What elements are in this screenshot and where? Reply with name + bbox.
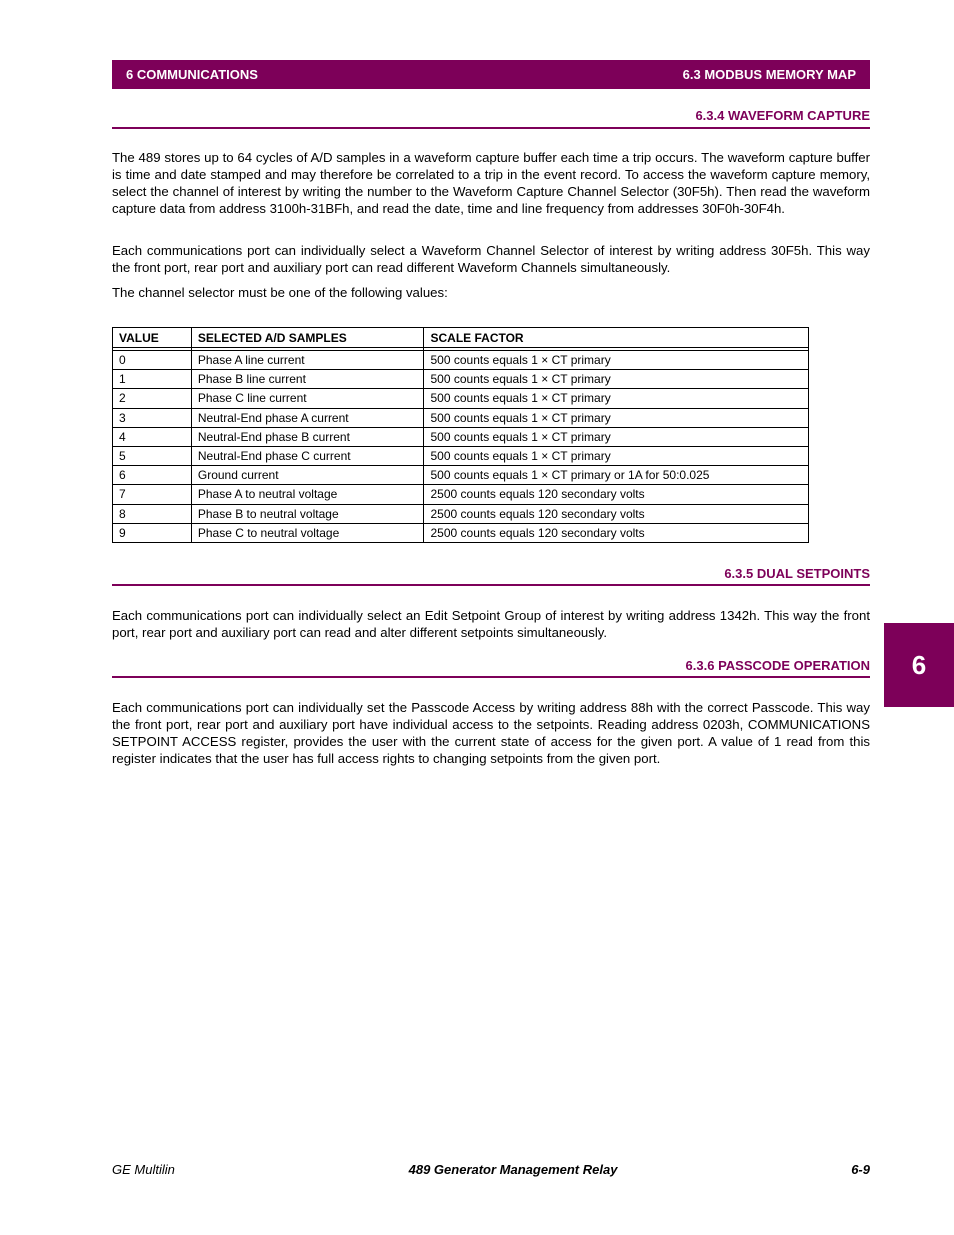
waveform-paragraph-3: The channel selector must be one of the following values: bbox=[112, 285, 448, 300]
section-rule-dual bbox=[112, 584, 870, 586]
table-cell-samples: Neutral-End phase C current bbox=[191, 446, 424, 465]
footer-company: GE Multilin bbox=[112, 1162, 175, 1177]
dual-paragraph-1: Each communications port can individually select an Edit Setpoint Group of interest by writing address 1342h. This way the front port, rear port and auxiliary port can read and alter different setpoints simultaneously. bbox=[112, 608, 870, 640]
table-cell-samples: Neutral-End phase A current bbox=[191, 408, 424, 427]
footer-title: 489 Generator Management Relay bbox=[408, 1162, 618, 1177]
table-row bbox=[113, 389, 809, 408]
table-cell-scale: 2500 counts equals 120 secondary volts bbox=[424, 504, 809, 523]
table-header-samples: SELECTED A/D SAMPLES bbox=[191, 328, 424, 348]
table-cell-value: 6 bbox=[113, 466, 192, 485]
table-cell-value: 0 bbox=[113, 351, 192, 370]
section-rule-passcode bbox=[112, 676, 870, 678]
table-cell-samples: Phase A to neutral voltage bbox=[191, 485, 424, 504]
table-cell-scale: 2500 counts equals 120 secondary volts bbox=[424, 485, 809, 504]
section-title-waveform-capture: 6.3.4 WAVEFORM CAPTURE bbox=[695, 108, 870, 123]
table-cell-samples: Phase C line current bbox=[191, 389, 424, 408]
passcode-paragraph-1: Each communications port can individually set the Passcode Access by writing address 88h with the correct Passcode. This way the front port, rear port and auxiliary port have individual access to the setpoints. Reading address 0203h, COMMUNICATIONS SETPOINT ACCESS register, provides the user with the current state of access for the given port. A value of 1 read from this register indicates that the user has full access rights to changing setpoints from the given port. bbox=[112, 700, 870, 766]
table-cell-samples: Phase B to neutral voltage bbox=[191, 504, 424, 523]
table-cell-scale: 500 counts equals 1 × CT primary bbox=[424, 408, 809, 427]
channel-selector-table bbox=[112, 327, 809, 543]
table-header-value: VALUE bbox=[113, 328, 192, 348]
footer-page-number: 6-9 bbox=[851, 1162, 870, 1177]
table-row bbox=[113, 523, 809, 542]
table-row bbox=[113, 370, 809, 389]
table-cell-scale: 500 counts equals 1 × CT primary bbox=[424, 427, 809, 446]
waveform-paragraph-1: The 489 stores up to 64 cycles of A/D samples in a waveform capture buffer each time a trip occurs. The waveform capture buffer is time and date stamped and may therefore be correlated to a trip in the event record. To access the waveform capture memory, select the channel of interest by writing the number to the Waveform Capture Channel Selector (30F5h). Then read the waveform capture data from address 3100h-31BFh, and read the date, time and line frequency from addresses 30F0h-30F4h. bbox=[112, 150, 870, 216]
table-cell-samples: Neutral-End phase B current bbox=[191, 427, 424, 446]
table-cell-value: 3 bbox=[113, 408, 192, 427]
table-row bbox=[113, 485, 809, 504]
table-header-scale: SCALE FACTOR bbox=[424, 328, 809, 348]
header-chapter: 6 COMMUNICATIONS bbox=[126, 67, 258, 82]
table-cell-value: 8 bbox=[113, 504, 192, 523]
chapter-tab: 6 bbox=[884, 623, 954, 707]
page-footer bbox=[112, 1162, 870, 1177]
table-row bbox=[113, 351, 809, 370]
table-cell-samples: Ground current bbox=[191, 466, 424, 485]
table-cell-value: 9 bbox=[113, 523, 192, 542]
table-cell-scale: 2500 counts equals 120 secondary volts bbox=[424, 523, 809, 542]
table-cell-samples: Phase B line current bbox=[191, 370, 424, 389]
table-cell-value: 2 bbox=[113, 389, 192, 408]
table-row bbox=[113, 427, 809, 446]
section-title-passcode-operation: 6.3.6 PASSCODE OPERATION bbox=[685, 658, 870, 673]
table-cell-value: 7 bbox=[113, 485, 192, 504]
table-cell-value: 5 bbox=[113, 446, 192, 465]
header-section: 6.3 MODBUS MEMORY MAP bbox=[682, 67, 856, 82]
table-row bbox=[113, 408, 809, 427]
table-cell-value: 1 bbox=[113, 370, 192, 389]
section-rule-waveform bbox=[112, 127, 870, 129]
table-cell-samples: Phase A line current bbox=[191, 351, 424, 370]
section-title-dual-setpoints: 6.3.5 DUAL SETPOINTS bbox=[724, 566, 870, 581]
table-header-row bbox=[113, 328, 809, 348]
table-cell-scale: 500 counts equals 1 × CT primary bbox=[424, 370, 809, 389]
waveform-paragraph-2: Each communications port can individually select a Waveform Channel Selector of interest by writing address 30F5h. This way the front port, rear port and auxiliary port can read different Waveform Channels simultaneously. bbox=[112, 243, 870, 275]
table-row bbox=[113, 446, 809, 465]
table-cell-value: 4 bbox=[113, 427, 192, 446]
table-cell-scale: 500 counts equals 1 × CT primary bbox=[424, 446, 809, 465]
table-cell-scale: 500 counts equals 1 × CT primary or 1A for 50:0.025 bbox=[424, 466, 809, 485]
table-row bbox=[113, 466, 809, 485]
table-row bbox=[113, 504, 809, 523]
table-cell-scale: 500 counts equals 1 × CT primary bbox=[424, 351, 809, 370]
running-header bbox=[112, 60, 870, 89]
table-cell-samples: Phase C to neutral voltage bbox=[191, 523, 424, 542]
table-cell-scale: 500 counts equals 1 × CT primary bbox=[424, 389, 809, 408]
